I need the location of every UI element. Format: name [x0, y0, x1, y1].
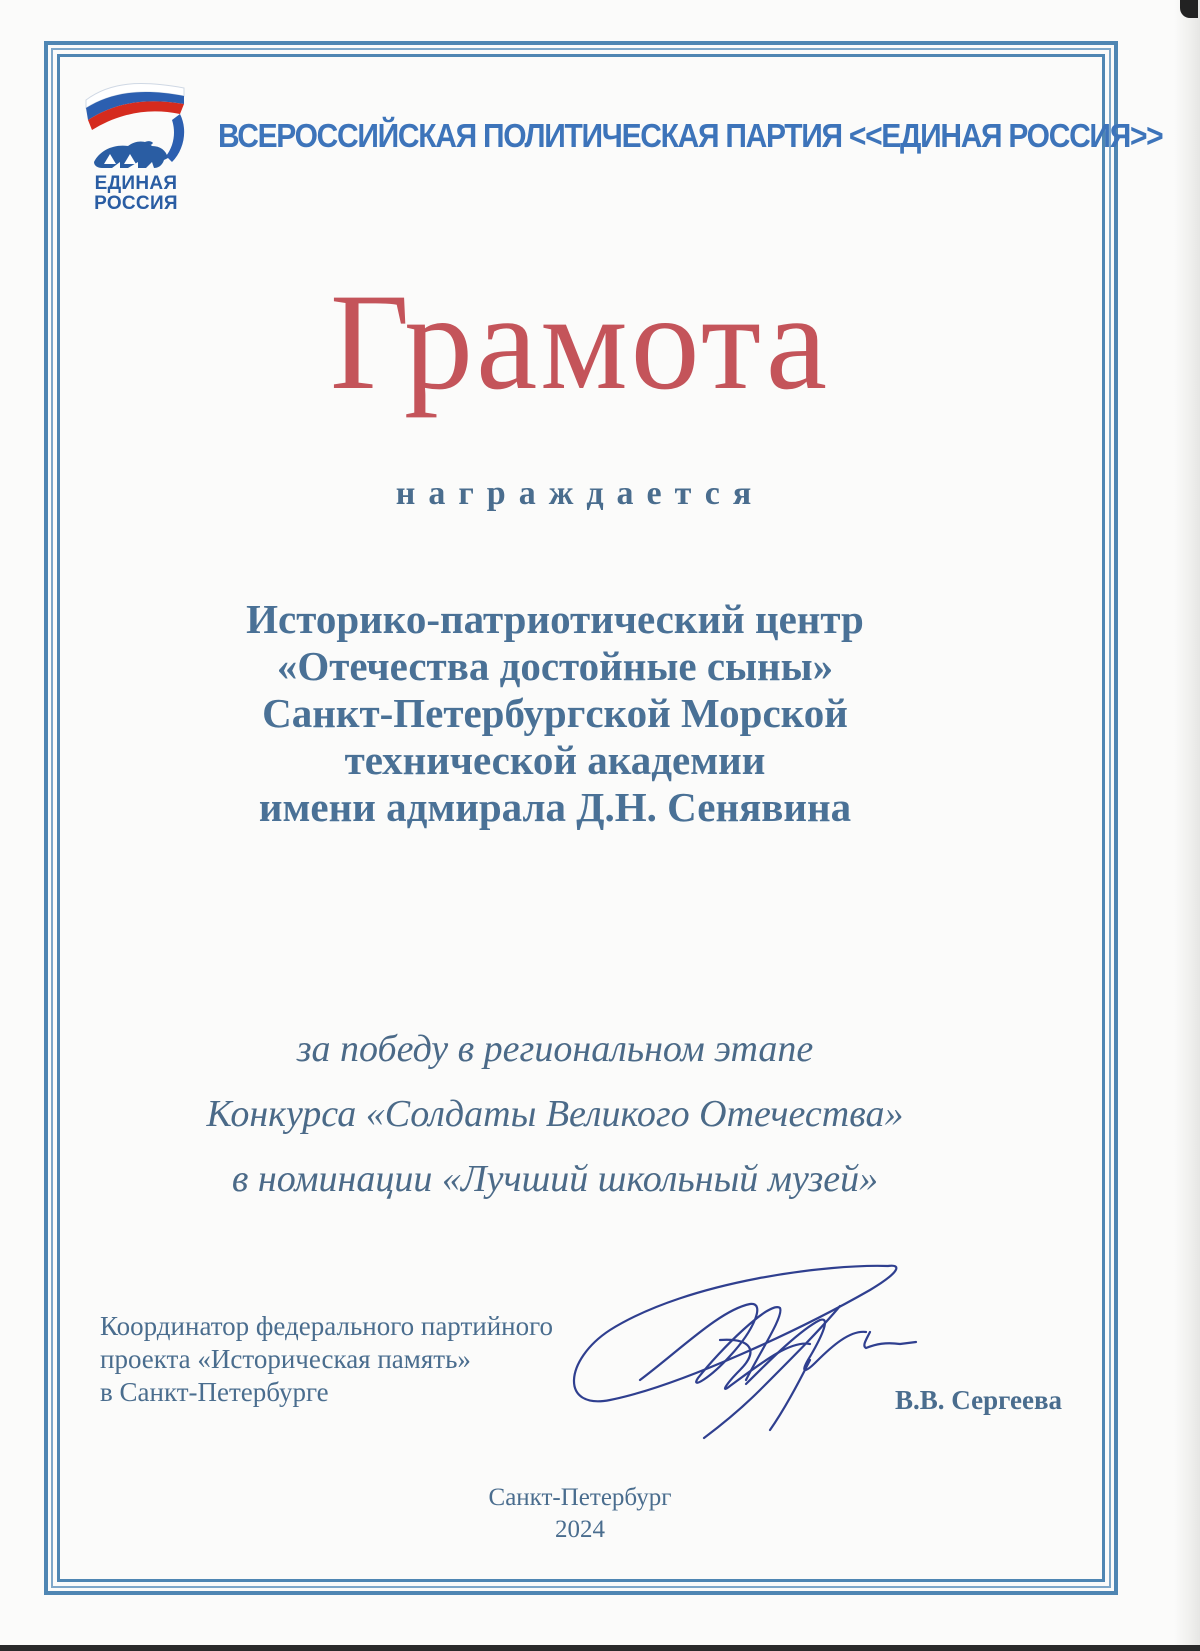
party-name-header: ВСЕРОССИЙСКАЯ ПОЛИТИЧЕСКАЯ ПАРТИЯ <<ЕДИНАЯ РОССИЯ>>: [218, 118, 1163, 155]
recipient-line: «Отечества достойные сыны»: [276, 643, 834, 689]
footer-city: Санкт-Петербург: [488, 1484, 672, 1511]
recipient-line: Санкт-Петербургской Морской: [262, 690, 848, 736]
scan-edge: [1174, 0, 1200, 1651]
recipient-block: [0, 596, 1110, 831]
certificate-title: Грамота: [329, 265, 831, 418]
signer-name: В.В. Сергеева: [895, 1385, 1063, 1415]
bear-icon: [94, 142, 168, 169]
reason-line: за победу в региональном этапе: [296, 1028, 814, 1070]
scan-edge-bottom: [0, 1645, 1200, 1651]
scan-artifact: [1180, 0, 1198, 18]
handwritten-signature: [570, 1260, 950, 1470]
coordinator-line: в Санкт-Петербурге: [100, 1377, 329, 1407]
logo-arc: [166, 114, 184, 162]
awarded-label: награждается: [395, 475, 765, 512]
reason-line: Конкурса «Солдаты Великого Отечества»: [206, 1093, 904, 1135]
reason-line: в номинации «Лучший школьный музей»: [231, 1158, 879, 1200]
coordinator-line: проекта «Историческая память»: [100, 1344, 471, 1374]
coordinator-line: Координатор федерального партийного: [100, 1311, 554, 1341]
logo-text-line2: РОССИЯ: [94, 193, 178, 214]
award-reason-block: [0, 1017, 1110, 1212]
recipient-line: Историко-патриотический центр: [246, 596, 864, 642]
place-and-year: [0, 1482, 1160, 1546]
recipient-line: имени адмирала Д.Н. Сенявина: [258, 784, 852, 830]
coordinator-title-block: [100, 1310, 553, 1409]
footer-year: 2024: [555, 1516, 605, 1543]
logo-text-line1: ЕДИНАЯ: [94, 173, 178, 194]
recipient-line: технической академии: [344, 737, 766, 783]
